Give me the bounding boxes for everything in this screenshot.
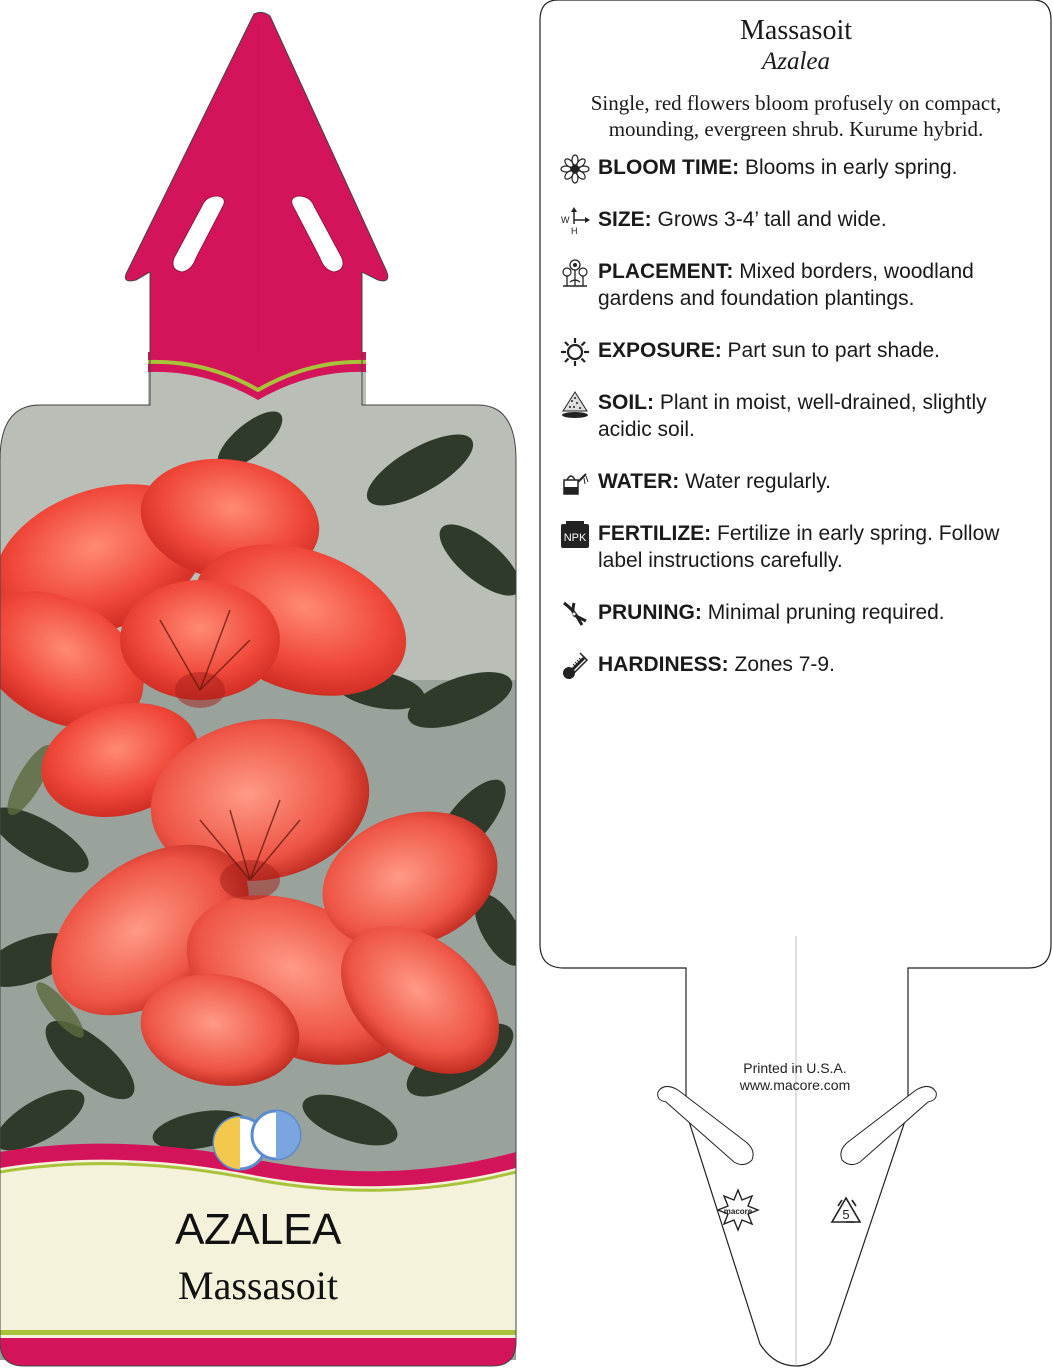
detail-placement xyxy=(550,258,1042,312)
detail-pruning xyxy=(550,599,1042,626)
front-tag xyxy=(0,0,520,1369)
detail-hardiness xyxy=(550,651,1042,678)
stake-arrow xyxy=(125,12,387,372)
recycleNum-text: 5 xyxy=(842,1207,850,1222)
detail-bloom-time xyxy=(550,154,1042,181)
detail-soil xyxy=(550,389,1042,443)
detail-label: WATER: xyxy=(598,470,680,493)
detail-fertilize xyxy=(550,520,1042,574)
printed-info xyxy=(690,1060,900,1094)
front-plant-title: AZALEA xyxy=(175,1205,341,1254)
printed-website: www.macore.com xyxy=(739,1077,851,1093)
detail-size xyxy=(550,206,1042,236)
plant-genus: Azalea xyxy=(761,48,831,75)
detail-text: Part sun to part shade. xyxy=(727,339,941,362)
detail-label: BLOOM TIME: xyxy=(598,156,740,179)
detail-label: EXPOSURE: xyxy=(598,339,722,362)
detail-text: Zones 7-9. xyxy=(734,653,835,676)
back-info xyxy=(550,14,1042,703)
detail-exposure xyxy=(550,337,1042,364)
detail-text: Minimal pruning required. xyxy=(707,601,945,624)
detail-water xyxy=(550,468,1042,495)
plants-icon xyxy=(560,258,590,288)
detail-label: HARDINESS: xyxy=(598,653,729,676)
sizeW-text: W xyxy=(561,215,570,225)
care-details xyxy=(550,154,1042,678)
detail-text: Grows 3-4’ tall and wide. xyxy=(657,208,887,231)
thermometer-icon xyxy=(560,651,590,681)
watering-can-icon xyxy=(560,468,590,498)
detail-label: SIZE: xyxy=(598,208,652,231)
macore-logo-icon xyxy=(718,1190,758,1230)
fertilizer-icon xyxy=(560,520,590,550)
front-plant-cultivar: Massasoit xyxy=(178,1263,338,1308)
plant-name: Massasoit xyxy=(740,15,852,46)
npkText-text: NPK xyxy=(563,532,587,544)
sizeH-text: H xyxy=(571,226,578,236)
detail-label: PLACEMENT: xyxy=(598,260,734,283)
detail-text: Water regularly. xyxy=(685,470,831,493)
flower-icon xyxy=(560,154,590,184)
detail-label: SOIL: xyxy=(598,391,654,414)
detail-text: Mixed borders, woodland gardens and foundation plantings. xyxy=(598,260,974,310)
soil-icon xyxy=(560,389,590,419)
pruners-icon xyxy=(560,599,590,629)
macoreText-text: macore xyxy=(723,1207,753,1216)
printed-location: Printed in U.S.A. xyxy=(743,1060,847,1076)
detail-label: FERTILIZE: xyxy=(598,522,712,545)
detail-text: Blooms in early spring. xyxy=(745,156,958,179)
size-arrows-icon xyxy=(560,206,590,236)
sun-icon xyxy=(560,337,590,367)
detail-text: Fertilize in early spring. Follow label instructions carefully. xyxy=(598,522,1000,572)
plant-description: Single, red flowers bloom profusely on compact, mounding, evergreen shrub. Kurume hybrid. xyxy=(590,91,1002,141)
detail-label: PRUNING: xyxy=(598,601,702,624)
detail-text: Plant in moist, well-drained, slightly acidic soil. xyxy=(598,391,987,441)
